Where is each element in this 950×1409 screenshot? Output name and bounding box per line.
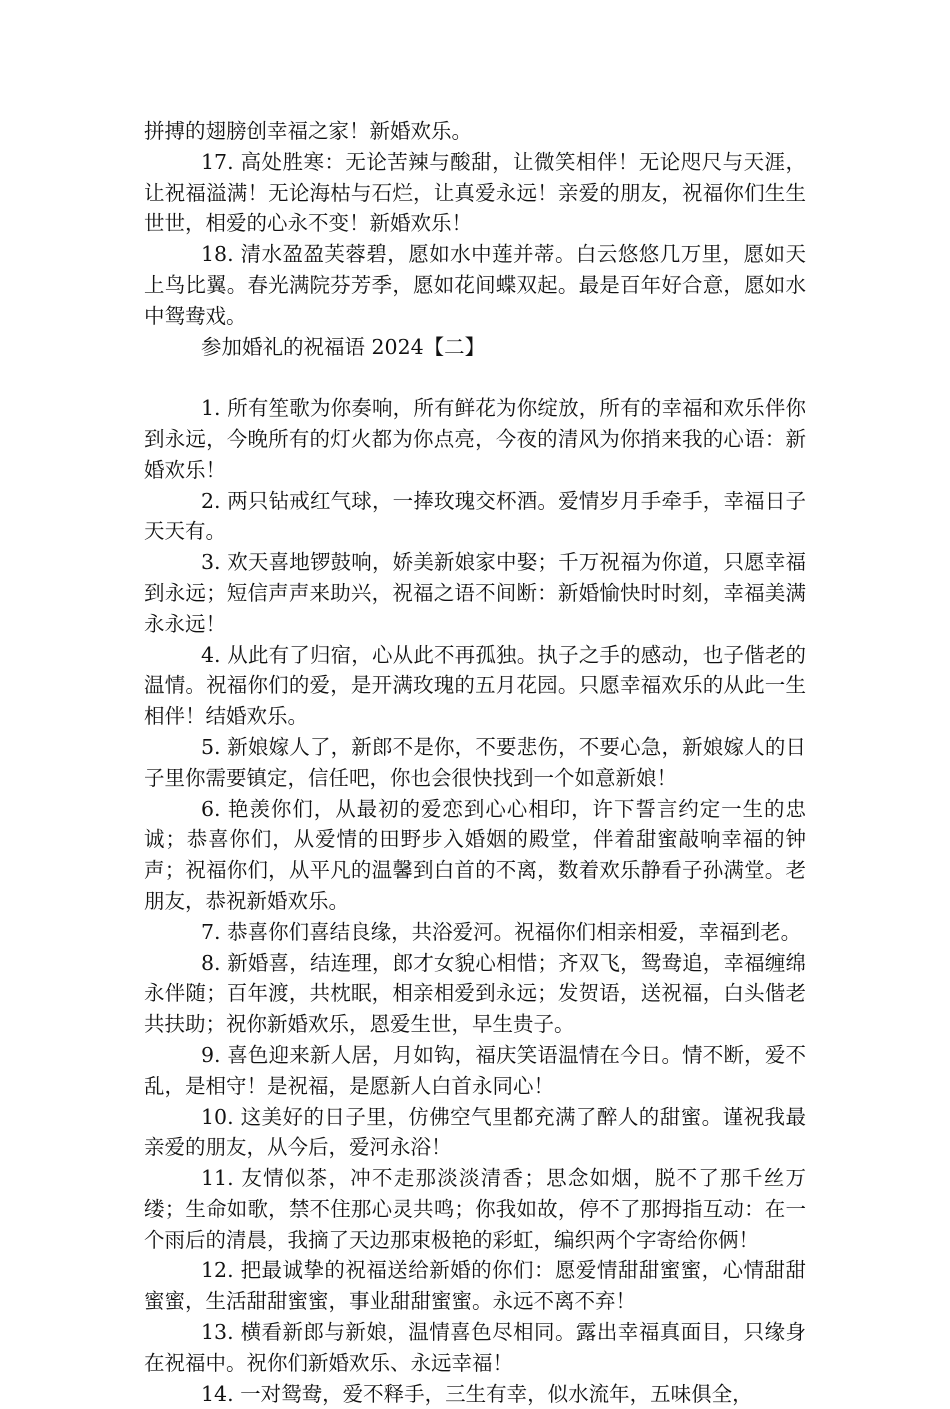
- paragraph-1: 1. 所有笙歌为你奏响，所有鲜花为你绽放，所有的幸福和欢乐伴你到永远，今晚所有的灯火都为你点亮，今夜的清风为你捎来我的心语：新婚欢乐！: [144, 396, 806, 482]
- paragraph-7: 7. 恭喜你们喜结良缘，共浴爱河。祝福你们相亲相爱，幸福到老。: [201, 919, 802, 944]
- blank-line: [144, 362, 806, 393]
- paragraph-3: 3. 欢天喜地锣鼓响，娇美新娘家中娶；千万祝福为你道，只愿幸福到永远；短信声声来助兴，祝福之语不间断：新婚愉快时时刻，幸福美满永永远！: [144, 550, 806, 636]
- paragraph-6: 6. 艳羡你们，从最初的爱恋到心心相印，许下誓言约定一生的忠诚；恭喜你们，从爱情的田野步入婚姻的殿堂，伴着甜蜜敲响幸福的钟声；祝福你们，从平凡的温馨到白首的不离，数着欢乐静看子孙满堂。老朋友，恭祝新婚欢乐。: [144, 796, 806, 913]
- section-heading: 参加婚礼的祝福语 2024【二】: [201, 334, 486, 359]
- paragraph-12: 12. 把最诚挚的祝福送给新婚的你们：愿爱情甜甜蜜蜜，心情甜甜蜜蜜，生活甜甜蜜蜜，事业甜甜蜜蜜。永远不离不弃！: [144, 1258, 806, 1314]
- paragraph-11: 11. 友情似茶，冲不走那淡淡清香；思念如烟，脱不了那千丝万缕；生命如歌，禁不住那心灵共鸣；你我如故，停不了那拇指互动：在一个雨后的清晨，我摘了天边那束极艳的彩虹，编织两个字寄给你俩！: [144, 1166, 806, 1252]
- paragraph-9: 9. 喜色迎来新人居，月如钩，福庆笑语温情在今日。情不断，爱不乱，是相守！是祝福，是愿新人白首永同心！: [144, 1042, 806, 1098]
- document-body: [144, 116, 806, 1409]
- paragraph-continuation: 拼搏的翅膀创幸福之家！新婚欢乐。: [144, 119, 472, 143]
- paragraph-14: 14. 一对鸳鸯，爱不释手，三生有幸，似水流年，五味俱全，: [201, 1381, 753, 1406]
- paragraph-4: 4. 从此有了归宿，心从此不再孤独。执子之手的感动，也子偕老的温情。祝福你们的爱，是开满玫瑰的五月花园。只愿幸福欢乐的从此一生相伴！结婚欢乐。: [144, 642, 806, 729]
- paragraph-13: 13. 横看新郎与新娘，温情喜色尽相同。露出幸福真面目，只缘身在祝福中。祝你们新婚欢乐、永远幸福！: [144, 1320, 806, 1375]
- paragraph-8: 8. 新婚喜，结连理，郎才女貌心相惜；齐双飞，鸳鸯追，幸福缠绵永伴随；百年渡，共枕眠，相亲相爱到永远；发贺语，送祝福，白头偕老共扶助；祝你新婚欢乐，恩爱生世，早生贵子。: [144, 950, 806, 1037]
- paragraph-17: 17. 高处胜寒：无论苦辣与酸甜，让微笑相伴！无论咫尺与天涯，让祝福溢满！无论海枯与石烂，让真爱永远！亲爱的朋友，祝福你们生生世世，相爱的心永不变！新婚欢乐！: [144, 149, 806, 236]
- paragraph-2: 2. 两只钻戒红气球，一捧玫瑰交杯酒。爱情岁月手牵手，幸福日子天天有。: [144, 488, 806, 544]
- paragraph-18: 18. 清水盈盈芙蓉碧，愿如水中莲并蒂。白云悠悠几万里，愿如天上鸟比翼。春光满院芬芳季，愿如花间蝶双起。最是百年好合意，愿如水中鸳鸯戏。: [144, 242, 806, 328]
- paragraph-10: 10. 这美好的日子里，仿佛空气里都充满了醉人的甜蜜。谨祝我最亲爱的朋友，从今后，爱河永浴！: [144, 1104, 806, 1160]
- paragraph-5: 5. 新娘嫁人了，新郎不是你，不要悲伤，不要心急，新娘嫁人的日子里你需要镇定，信任吧，你也会很快找到一个如意新娘！: [144, 734, 806, 790]
